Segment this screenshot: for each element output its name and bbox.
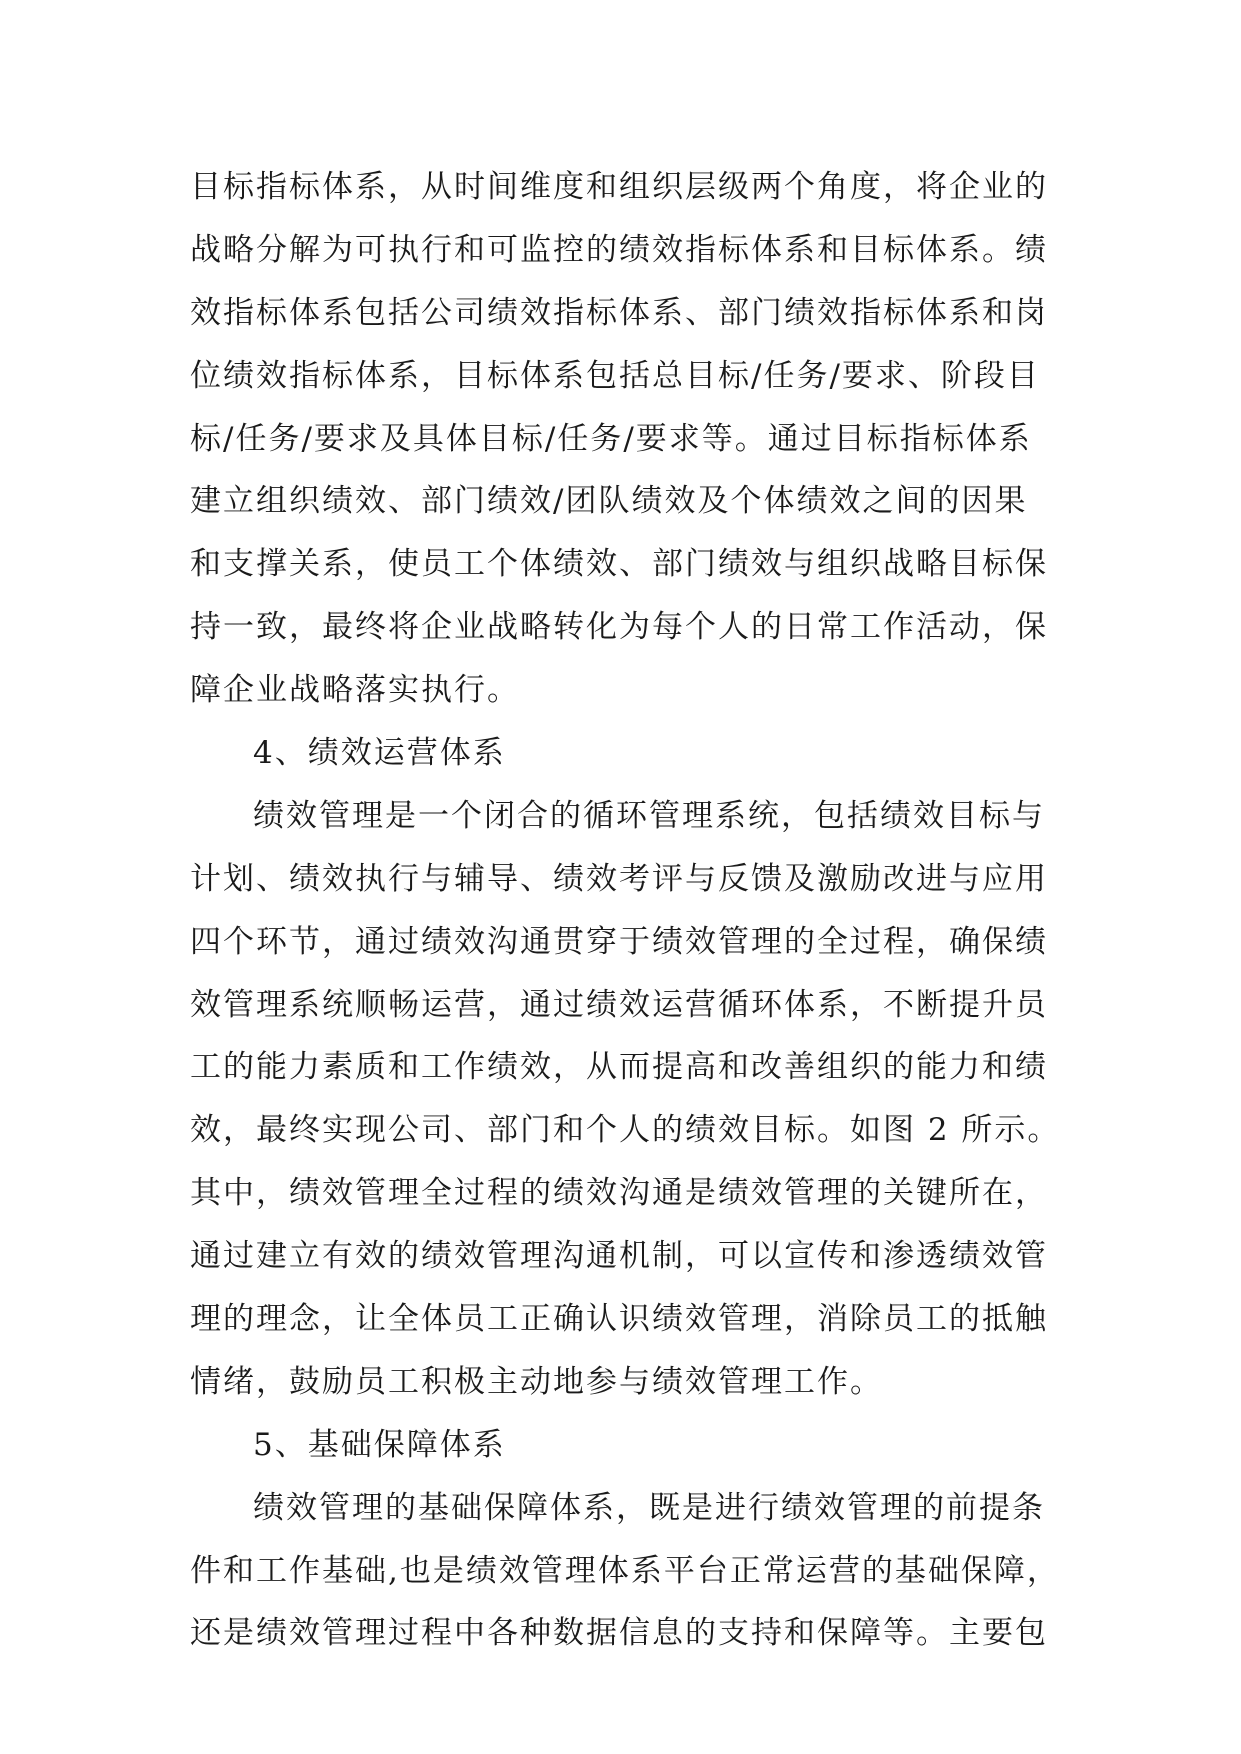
text-line: 计划、绩效执行与辅导、绩效考评与反馈及激励改进与应用	[190, 860, 1048, 897]
text-line: 效，最终实现公司、部门和个人的绩效目标。如图 2 所示。	[190, 1112, 1061, 1149]
text-line: 件和工作基础,也是绩效管理体系平台正常运营的基础保障，	[190, 1552, 1060, 1589]
text-line: 工的能力素质和工作绩效，从而提高和改善组织的能力和绩	[190, 1049, 1048, 1086]
text-line: 战略分解为可执行和可监控的绩效指标体系和目标体系。绩	[190, 231, 1048, 268]
text-line: 其中，绩效管理全过程的绩效沟通是绩效管理的关键所在，	[190, 1175, 1048, 1212]
paragraph-first-line: 绩效管理的基础保障体系，既是进行绩效管理的前提条	[253, 1489, 1045, 1526]
text-line: 效指标体系包括公司绩效指标体系、部门绩效指标体系和岗	[190, 294, 1048, 331]
body-text	[190, 156, 1070, 1665]
text-line: 效管理系统顺畅运营，通过绩效运营循环体系，不断提升员	[190, 986, 1048, 1023]
section-heading: 5、基础保障体系	[253, 1426, 506, 1463]
text-line: 目标指标体系，从时间维度和组织层级两个角度，将企业的	[190, 169, 1048, 205]
text-line: 和支撑关系，使员工个体绩效、部门绩效与组织战略目标保	[190, 546, 1048, 583]
section-heading: 4、绩效运营体系	[253, 735, 506, 772]
text-line: 位绩效指标体系，目标体系包括总目标/任务/要求、阶段目	[190, 357, 1040, 394]
text-line: 建立组织绩效、部门绩效/团队绩效及个体绩效之间的因果	[190, 483, 1028, 520]
text-line: 通过建立有效的绩效管理沟通机制，可以宣传和渗透绩效管	[190, 1238, 1048, 1275]
text-line: 情绪，鼓励员工积极主动地参与绩效管理工作。	[190, 1363, 883, 1400]
text-line: 障企业战略落实执行。	[190, 672, 520, 709]
text-line: 标/任务/要求及具体目标/任务/要求等。通过目标指标体系	[190, 420, 1032, 457]
text-line: 理的理念，让全体员工正确认识绩效管理，消除员工的抵触	[190, 1301, 1048, 1338]
text-line: 持一致，最终将企业战略转化为每个人的日常工作活动，保	[190, 609, 1048, 646]
paragraph-first-line: 绩效管理是一个闭合的循环管理系统，包括绩效目标与	[253, 797, 1045, 834]
text-line: 四个环节，通过绩效沟通贯穿于绩效管理的全过程，确保绩	[190, 923, 1048, 960]
text-line: 还是绩效管理过程中各种数据信息的支持和保障等。主要包	[190, 1615, 1048, 1652]
